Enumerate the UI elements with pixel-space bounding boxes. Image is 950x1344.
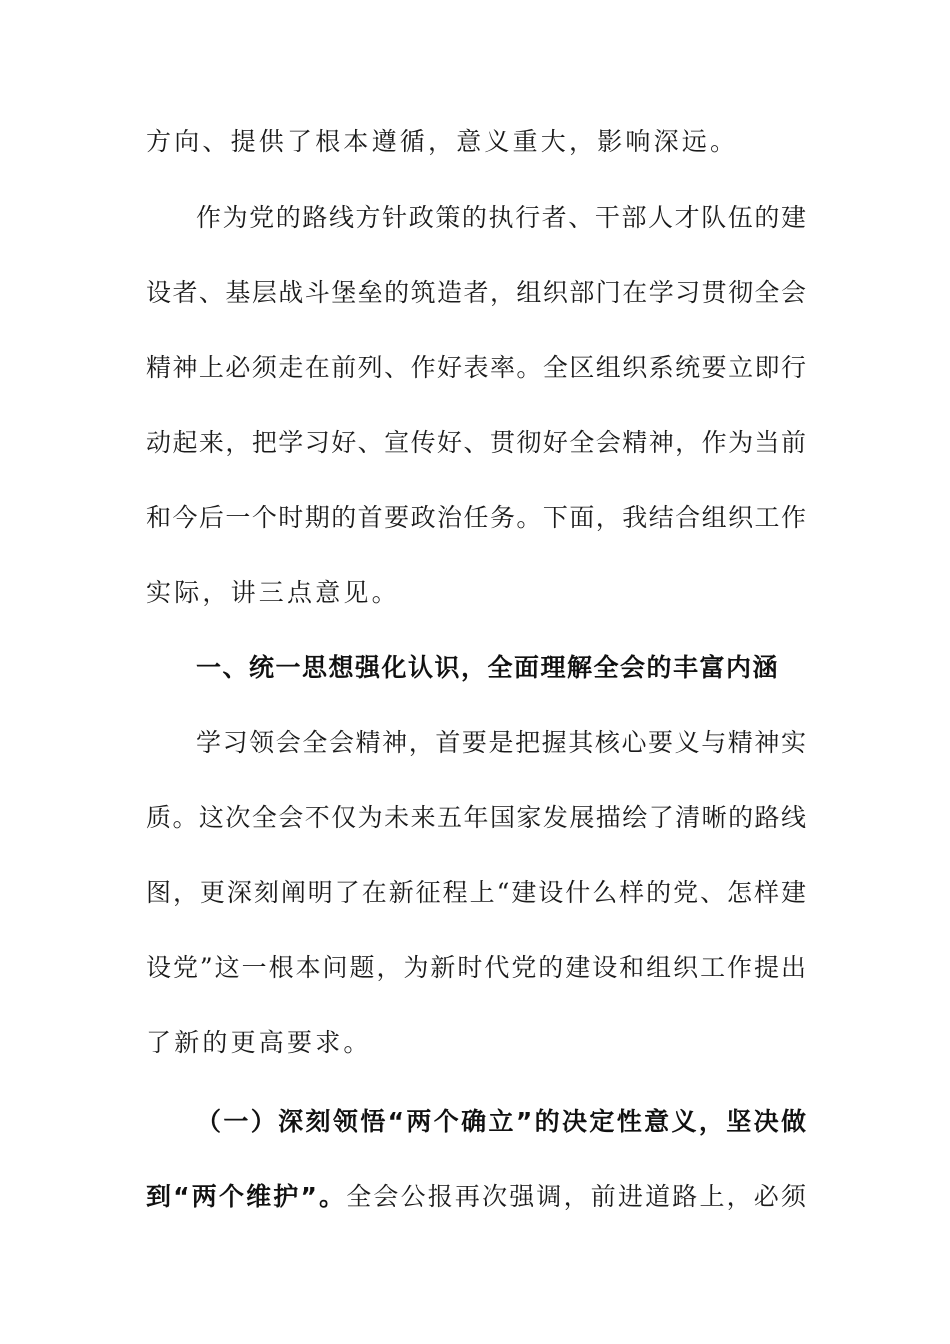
paragraph-line: 了新的更高要求。 xyxy=(146,1028,372,1057)
paragraph-line xyxy=(146,1177,806,1217)
paragraph-line: 方向、提供了根本遵循，意义重大，影响深远。 xyxy=(146,127,739,156)
paragraph-line: 实际，讲三点意见。 xyxy=(146,578,400,607)
paragraph-line: 动起来，把学习好、宣传好、贯彻好全会精神，作为当前 xyxy=(146,428,806,457)
section-heading: 一、统一思想强化认识，全面理解全会的丰富内涵 xyxy=(196,653,780,682)
paragraph-line: 作为党的路线方针政策的执行者、干部人才队伍的建 xyxy=(196,203,806,232)
paragraph-line: 图，更深刻阐明了在新征程上“建设什么样的党、怎样建 xyxy=(146,878,806,907)
paragraph-line: 学习领会全会精神，首要是把握其核心要义与精神实 xyxy=(196,728,806,757)
paragraph-line: 和今后一个时期的首要政治任务。下面，我结合组织工作 xyxy=(146,503,806,532)
subsection-heading: （一）深刻领悟“两个确立”的决定性意义，坚决做 xyxy=(196,1107,806,1136)
paragraph-line: 设者、基层战斗堡垒的筑造者，组织部门在学习贯彻全会 xyxy=(146,278,806,307)
paragraph-line: 设党”这一根本问题，为新时代党的建设和组织工作提出 xyxy=(146,953,806,982)
subsection-heading-end: 到“两个维护”。 xyxy=(146,1182,347,1211)
paragraph-line: 质。这次全会不仅为未来五年国家发展描绘了清晰的路线 xyxy=(146,803,806,832)
paragraph-text: 全会公报再次强调，前进道路上，必须 xyxy=(346,1182,806,1211)
paragraph-line: 精神上必须走在前列、作好表率。全区组织系统要立即行 xyxy=(146,353,806,382)
